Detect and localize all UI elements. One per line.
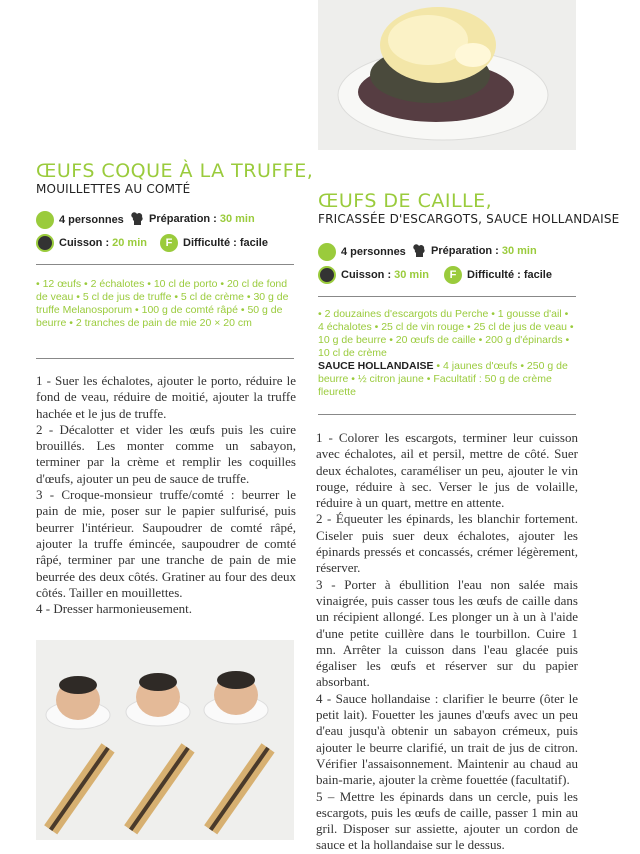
recipe2-difficulty: F Difficulté : facile: [444, 266, 552, 284]
photo-truffle-eggs: [36, 640, 294, 840]
divider: [36, 358, 294, 359]
timer-icon: [36, 234, 54, 252]
recipe2-subtitle: FRICASSÉE D'ESCARGOTS, SAUCE HOLLANDAISE: [318, 212, 620, 226]
step: 1 - Suer les échalotes, ajouter le porto, réduire le fond de veau, réduire de moitié, ajouter la truffe hachée et le jus de truffe.: [36, 373, 296, 421]
divider: [318, 414, 576, 415]
recipe2-steps: [316, 430, 578, 854]
recipe1-title: ŒUFS COQUE À LA TRUFFE,: [36, 160, 314, 182]
difficulty-icon: F: [160, 234, 178, 252]
chef-hat-icon: [130, 211, 144, 227]
recipe1-persons: 4 personnes: [36, 211, 124, 229]
chef-hat-icon: [412, 243, 426, 259]
step: 4 - Dresser harmonieusement.: [36, 601, 192, 617]
step: 2 - Décalotter et vider les œufs puis les cuire brouillés. Les monter comme un sabayon, terminer par la crème et remplir les coquilles d'œufs, ajouter un peu de sauce de truffe.: [36, 421, 296, 486]
step: 3 - Porter à ébullition l'eau non salée mais vinaigrée, puis casser tous les œufs de caille dans un récipient allongé. Les plonger un à un à l'aide d'une petite cuillère dans le tourbillon. Cuire 1 mn. Arrêter la cuisson dans l'eau glacée puis égaliser les œufs et réserver sur du papier absorbant.: [316, 576, 578, 690]
persons-icon: [318, 243, 336, 261]
divider: [318, 296, 576, 297]
plate-illustration: [318, 0, 576, 150]
step: 1 - Colorer les escargots, terminer leur cuisson avec échalotes, ail et persil, mettre de côté. Suer deux échalotes, caraméliser un peu, ajouter le vin rouge, réduire à sec. Verser le jus de volaille, réduire à un quart, mettre en attente.: [316, 430, 578, 511]
recipe1-cook: Cuisson : 20 min: [36, 234, 147, 252]
recipe2-cook: Cuisson : 30 min: [318, 266, 429, 284]
persons-icon: [36, 211, 54, 229]
eggs-illustration: [36, 640, 294, 840]
timer-icon: [318, 266, 336, 284]
recipe1-prep: Préparation : 30 min: [130, 211, 255, 227]
recipe1-ingredients: • 12 œufs • 2 échalotes • 10 cl de porto • 20 cl de fond de veau • 5 cl de jus de truffe • 5 cl de crème • 30 g de truffe Melanosporum • 100 g de comté râpé • 50 g de beurre • 2 tranches de pain de mie 20 × 20 cm: [36, 278, 289, 329]
recipe2-persons: 4 personnes: [318, 243, 406, 261]
recipe2-ingredients: • 2 douzaines d'escargots du Perche • 1 gousse d'ail • 4 échalotes • 25 cl de vin rouge • 25 cl de jus de veau • 10 g de beurre • 20 œufs de caille • 200 g d'épinards • 10 cl de crème SAUCE HOLLANDAISE • 4 jaunes d'œufs • 250 g de beurre • ½ citron jaune • Facultatif : 50 g de crème fleurette: [318, 308, 574, 398]
step: 5 – Mettre les épinards dans un cercle, puis les escargots, puis les œufs de caille, passer 1 min au gril. Disposer sur assiette, ajouter un cordon de sauce et la hollandaise sur le dessus.: [316, 788, 578, 853]
recipe1-subtitle: MOUILLETTES AU COMTÉ: [36, 182, 191, 196]
recipe1-steps: [36, 373, 296, 617]
step: 2 - Équeuter les épinards, les blanchir fortement. Ciseler puis suer deux échalotes, ajouter les épinards pressés et concassés, crémer légèrement, réserver.: [316, 511, 578, 576]
difficulty-icon: F: [444, 266, 462, 284]
recipe1-difficulty: F Difficulté : facile: [160, 234, 268, 252]
step: 3 - Croque-monsieur truffe/comté : beurrer le pain de mie, poser sur le papier sulfurisé, puis beurrer l'intérieur. Saupoudrer de comté râpé, ajouter la truffe émincée, saupoudrer de comté râpé, terminer par une tranche de pain de mie beurrée des deux côtés. Gratiner au four des deux côtés. Tailler en mouillettes.: [36, 487, 296, 600]
photo-quail-eggs: [318, 0, 576, 150]
sauce-label: SAUCE HOLLANDAISE: [318, 360, 434, 372]
recipe2-prep: Préparation : 30 min: [412, 243, 537, 259]
step: 4 - Sauce hollandaise : clarifier le beurre (ôter le petit lait). Fouetter les jaunes d'œufs avec un peu d'eau jusqu'à obtenir un sabayon crémeux, puis ajouter le beurre clarifié, un trait de jus de citron. Vérifier l'assaisonnement. Maintenir au chaud au bain-marie, ajouter la crème fouettée (facultatif).: [316, 690, 578, 788]
recipe2-title: ŒUFS DE CAILLE,: [318, 190, 493, 212]
divider: [36, 264, 294, 265]
